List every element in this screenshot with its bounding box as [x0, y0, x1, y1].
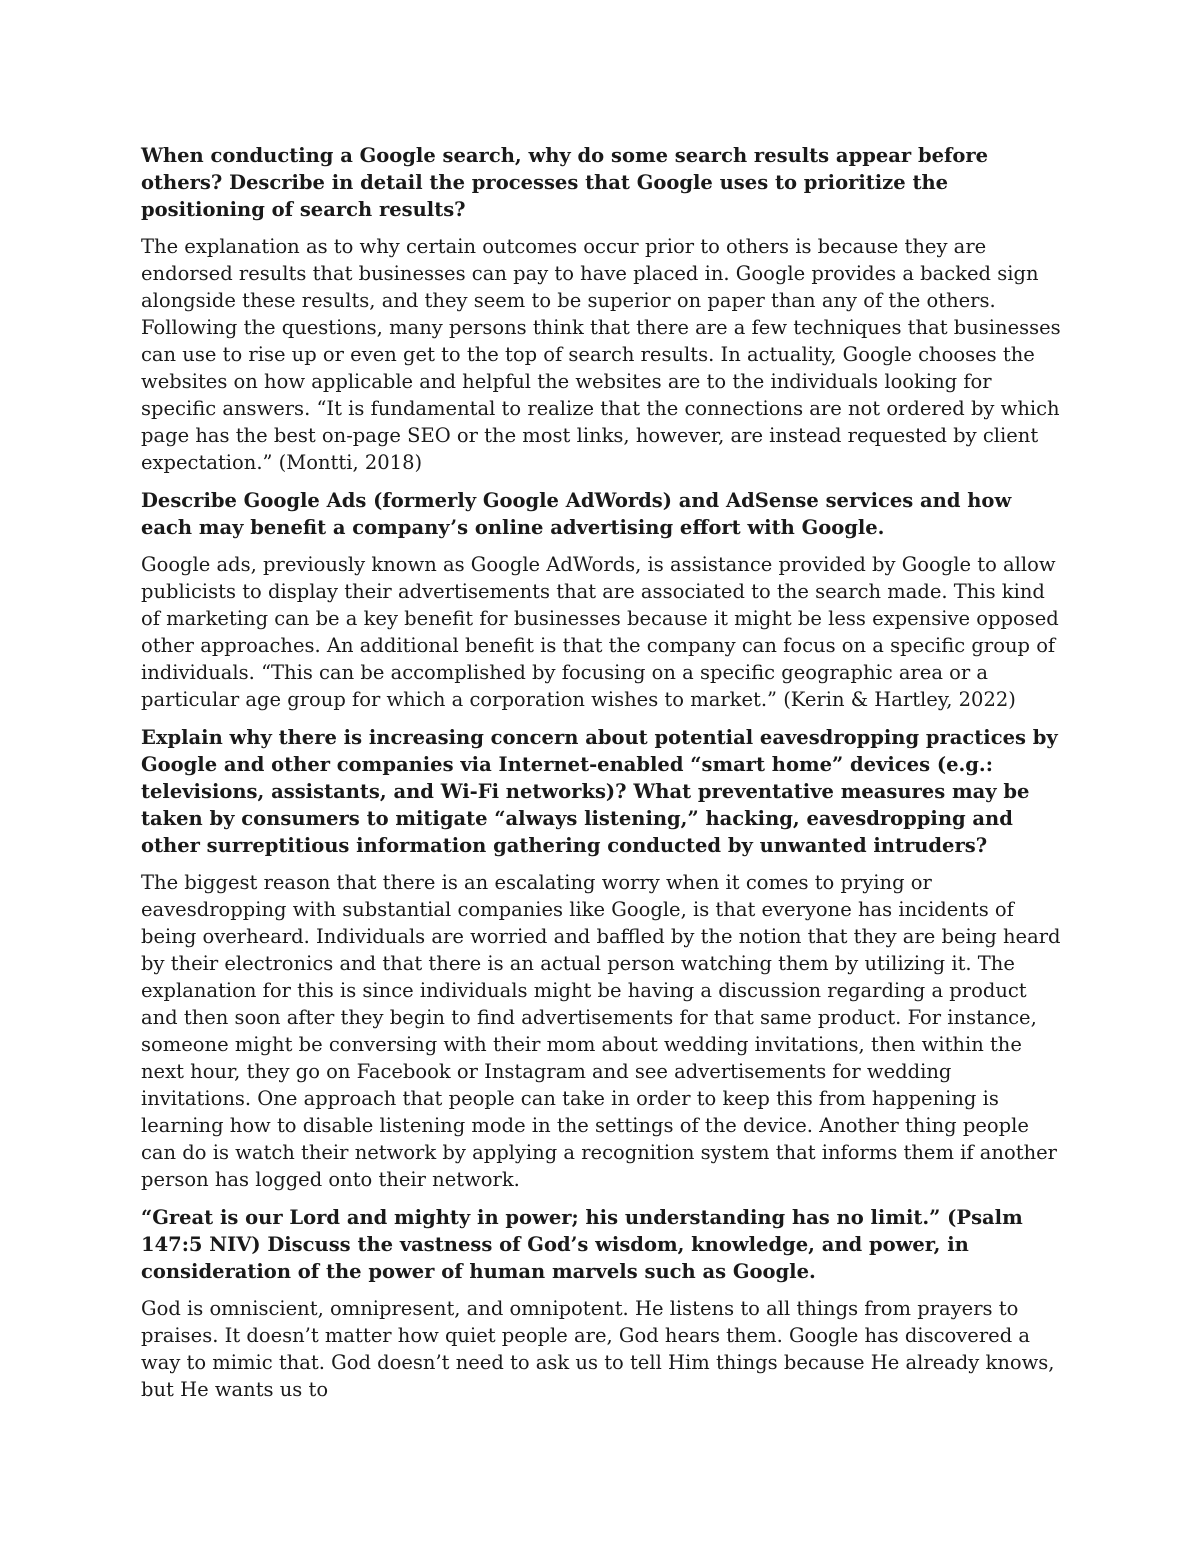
- question-1-heading: When conducting a Google search, why do some search results appear before others? Describe in detail the processes that Google uses to prioritize the positioning of search results?: [141, 144, 989, 221]
- question-4-heading: “Great is our Lord and mighty in power; his understanding has no limit.” (Psalm 147:5 NIV) Discuss the vastness of God’s wisdom, knowledge, and power, in consideration of the power of human marvels such as Google.: [141, 1206, 1023, 1283]
- question-3-heading: Explain why there is increasing concern about potential eavesdropping practices by Google and other companies via Internet-enabled “smart home” devices (e.g.: televisions, assistants, and Wi-Fi networks)? What preventative measures may be taken by consumers to mitigate “always listening,” hacking, eavesdropping and other surreptitious information gathering conducted by unwanted intruders?: [141, 726, 1058, 857]
- document-page: [141, 142, 1061, 1414]
- answer-2-paragraph: Google ads, previously known as Google AdWords, is assistance provided by Google to allow publicists to display their advertisements that are associated to the search made. This kind of marketing can be a key benefit for businesses because it might be less expensive opposed other approaches. An additional benefit is that the company can focus on a specific group of individuals. “This can be accomplished by focusing on a specific geographic area or a particular age group for which a corporation wishes to market.” (Kerin & Hartley, 2022): [141, 553, 1059, 711]
- answer-4-paragraph: God is omniscient, omnipresent, and omnipotent. He listens to all things from prayers to praises. It doesn’t matter how quiet people are, God hears them. Google has discovered a way to mimic that. God doesn’t need to ask us to tell Him things because He already knows, but He wants us to: [141, 1297, 1055, 1401]
- question-2-heading: Describe Google Ads (formerly Google AdWords) and AdSense services and how each may benefit a company’s online advertising effort with Google.: [141, 489, 1012, 539]
- answer-3-paragraph: The biggest reason that there is an escalating worry when it comes to prying or eavesdropping with substantial companies like Google, is that everyone has incidents of being overheard. Individuals are worried and baffled by the notion that they are being heard by their electronics and that there is an actual person watching them by utilizing it. The explanation for this is since individuals might be having a discussion regarding a product and then soon after they begin to find advertisements for that same product. For instance, someone might be conversing with their mom about wedding invitations, then within the next hour, they go on Facebook or Instagram and see advertisements for wedding invitations. One approach that people can take in order to keep this from happening is learning how to disable listening mode in the settings of the device. Another thing people can do is watch their network by applying a recognition system that informs them if another person has logged onto their network.: [141, 871, 1061, 1191]
- answer-1-paragraph: The explanation as to why certain outcomes occur prior to others is because they are endorsed results that businesses can pay to have placed in. Google provides a backed sign alongside these results, and they seem to be superior on paper than any of the others. Following the questions, many persons think that there are a few techniques that businesses can use to rise up or even get to the top of search results. In actuality, Google chooses the websites on how applicable and helpful the websites are to the individuals looking for specific answers. “It is fundamental to realize that the connections are not ordered by which page has the best on-page SEO or the most links, however, are instead requested by client expectation.” (Montti, 2018): [141, 235, 1061, 474]
